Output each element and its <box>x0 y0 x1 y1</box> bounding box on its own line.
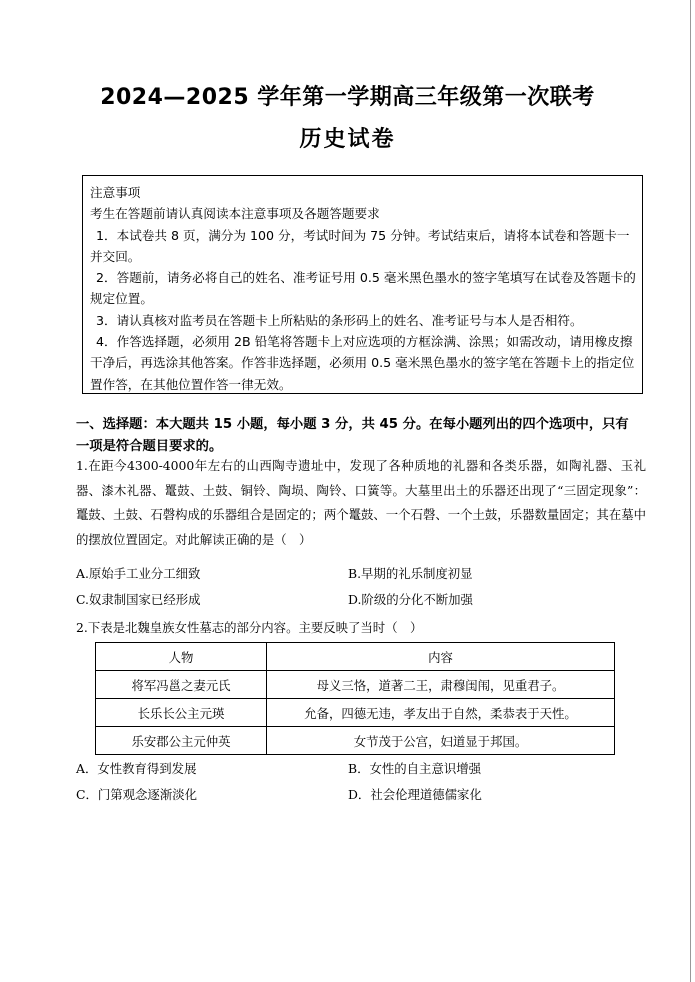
table-header-person: 人物 <box>96 643 267 671</box>
notice-item-2: 2．答题前，请务必将自己的姓名、准考证号用 0.5 毫米黑色墨水的签字笔填写在试卷及答题卡的规定位置。 <box>90 270 636 307</box>
question-2-option-d[interactable]: D．社会伦理道德儒家化 <box>348 787 482 802</box>
question-1 <box>76 454 646 552</box>
table-cell-person: 长乐长公主元瑛 <box>96 699 267 727</box>
section-heading: 一、选择题：本大题共 15 小题，每小题 3 分，共 45 分。在每小题列出的四个选项中，只有一项是符合题目要求的。 <box>76 417 629 454</box>
notice-item-1: 1．本试卷共 8 页，满分为 100 分，考试时间为 75 分钟。考试结束后，请将本试卷和答题卡一并交回。 <box>90 227 630 264</box>
question-2-option-a[interactable]: A．女性教育得到发展 <box>76 761 197 776</box>
table-row <box>96 671 615 699</box>
notice-heading: 注意事项 <box>90 185 141 200</box>
table-cell-content: 女节茂于公宫，妇道显于邦国。 <box>267 727 615 755</box>
question-2-stem: 2.下表是北魏皇族女性墓志的部分内容。主要反映了当时（ ） <box>76 620 423 635</box>
table-header-content: 内容 <box>267 643 615 671</box>
question-1-stem: 1.在距今4300-4000年左右的山西陶寺遗址中，发现了各种质地的礼器和各类乐器，如陶礼器、玉礼器、漆木礼器、鼍鼓、土鼓、铜铃、陶埙、陶铃、口簧等。大墓里出土的乐器还出现了“三固定现象”：鼍鼓、土鼓、石磬构成的乐器组合是固定的；两个鼍鼓、一个石磬、一个土鼓，乐器数量固定；其在墓中的摆放位置固定。对此解读正确的是（ ） <box>76 458 646 547</box>
question-1-option-d[interactable]: D.阶级的分化不断加强 <box>348 592 473 607</box>
notice-intro: 考生在答题前请认真阅读本注意事项及各题答题要求 <box>90 206 380 222</box>
table-cell-person: 将军冯邕之妻元氏 <box>96 671 267 699</box>
notice-box <box>82 175 643 394</box>
table-cell-content: 允备，四德无违，孝友出于自然，柔恭表于天性。 <box>267 699 615 727</box>
table-cell-person: 乐安郡公主元仲英 <box>96 727 267 755</box>
question-1-option-c[interactable]: C.奴隶制国家已经形成 <box>76 592 201 607</box>
question-2-options-row-1 <box>76 757 636 781</box>
question-2-option-c[interactable]: C．门第观念逐渐淡化 <box>76 787 197 802</box>
question-1-option-a[interactable]: A.原始手工业分工细致 <box>76 566 201 581</box>
table-header-row <box>96 643 615 671</box>
exam-subject-title: 历史试卷 <box>299 127 396 152</box>
table-row <box>96 727 615 755</box>
question-2-table <box>95 642 615 755</box>
question-2-option-b[interactable]: B．女性的自主意识增强 <box>348 761 482 776</box>
table-cell-content: 母义三恪，道著二王，肃穆闺闱，见重君子。 <box>267 671 615 699</box>
notice-item-4: 4．作答选择题，必须用 2B 铅笔将答题卡上对应选项的方框涂满、涂黑；如需改动，请用橡皮擦干净后，再选涂其他答案。作答非选择题，必须用 0.5 毫米黑色墨水的签字笔在答题卡上的指定位置作答，在其他位置作答一律无效。 <box>90 334 635 392</box>
exam-title: 2024—2025 学年第一学期高三年级第一次联考 <box>100 85 595 110</box>
question-2-options-row-2 <box>76 783 636 807</box>
notice-item-3: 3．请认真核对监考员在答题卡上所粘贴的条形码上的姓名、准考证号与本人是否相符。 <box>96 312 583 328</box>
table-row <box>96 699 615 727</box>
question-1-options-row-1 <box>76 562 636 586</box>
question-1-option-b[interactable]: B.早期的礼乐制度初显 <box>348 566 473 581</box>
question-1-options-row-2 <box>76 588 636 612</box>
